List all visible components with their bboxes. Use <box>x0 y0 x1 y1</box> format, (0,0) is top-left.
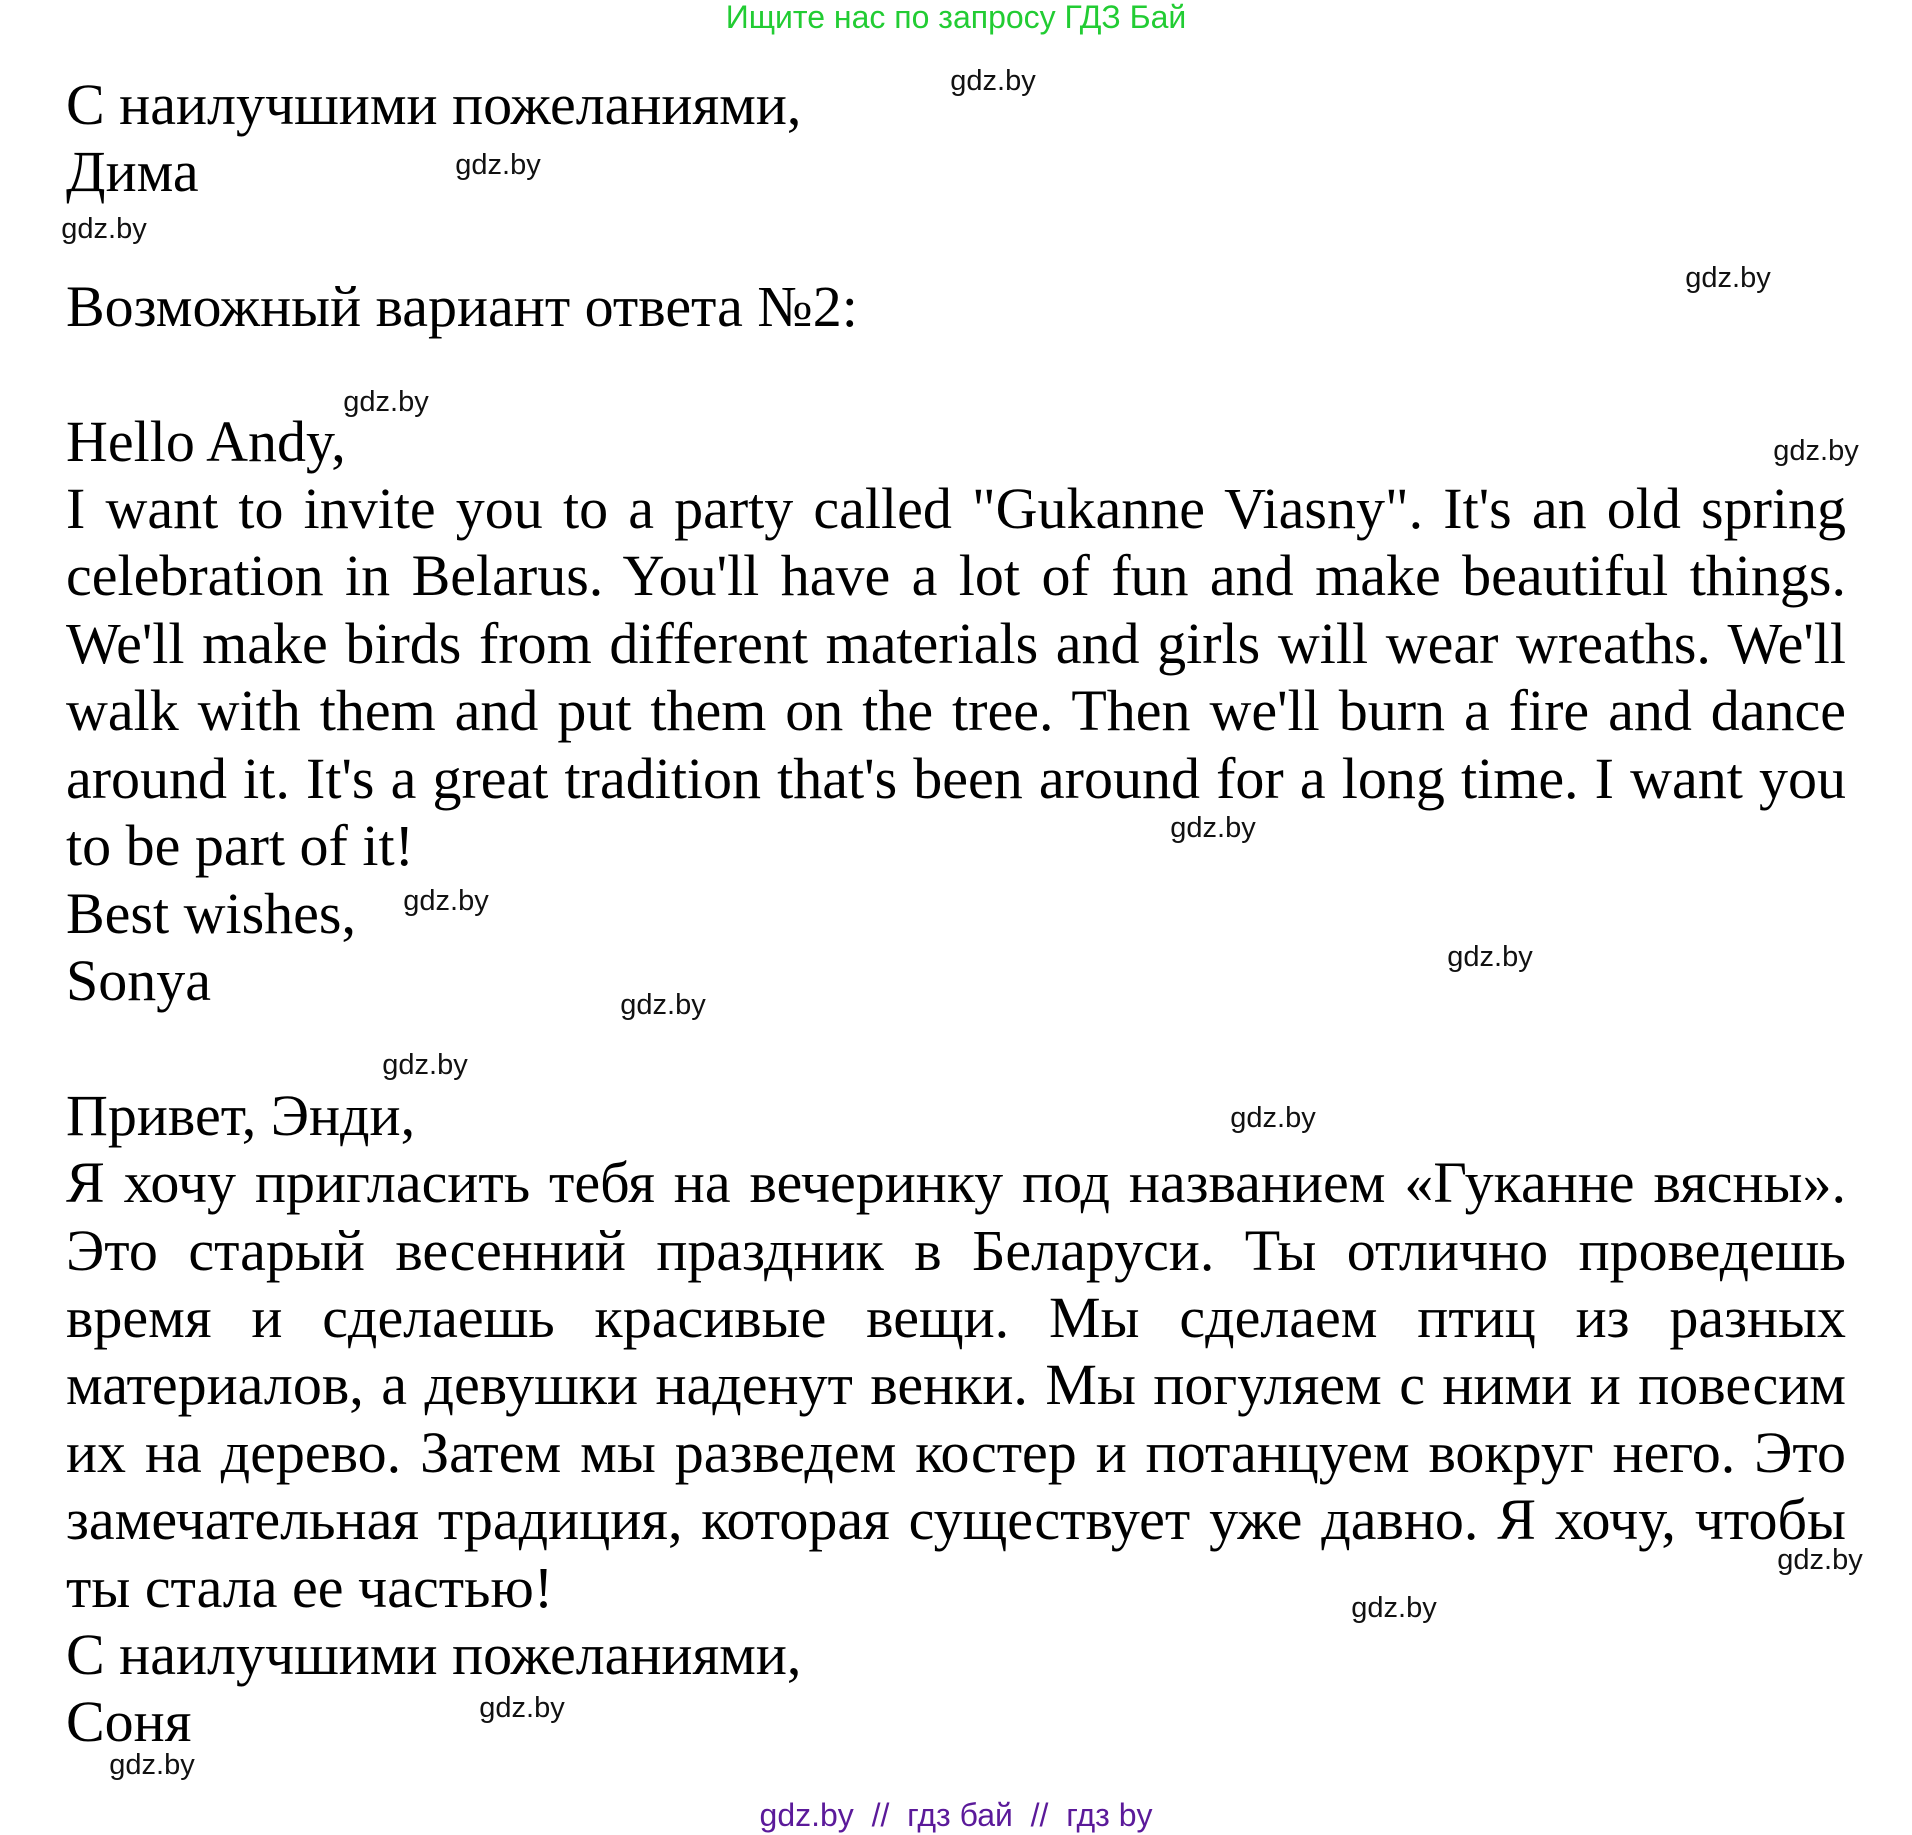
russian-signature: Соня <box>66 1689 192 1754</box>
english-greeting: Hello Andy, <box>66 409 346 474</box>
english-body-line: I want to invite you to a party called "Gukanne Viasny". It's an old spring <box>66 476 1846 541</box>
russian-body-line: время и сделаешь красивые вещи. Мы сделаем птиц из разных <box>66 1285 1846 1350</box>
watermark: gdz.by <box>382 1049 468 1081</box>
english-body-line: to be part of it! <box>66 813 414 878</box>
russian-greeting: Привет, Энди, <box>66 1083 416 1148</box>
watermark: gdz.by <box>620 989 706 1021</box>
russian-body-line: Я хочу пригласить тебя на вечеринку под названием «Гуканне вясны». <box>66 1150 1846 1215</box>
russian-closing: С наилучшими пожеланиями, <box>66 1622 802 1687</box>
russian-body-line: их на дерево. Затем мы разведем костер и потанцуем вокруг него. Это <box>66 1420 1846 1485</box>
previous-signature: Дима <box>66 139 199 204</box>
search-hint-banner: Ищите нас по запросу ГДЗ Бай <box>725 0 1187 35</box>
watermark: gdz.by <box>1230 1102 1316 1134</box>
watermark: gdz.by <box>403 885 489 917</box>
watermark: gdz.by <box>1773 435 1859 467</box>
variant-heading: Возможный вариант ответа №2: <box>66 274 858 339</box>
english-body-line: celebration in Belarus. You'll have a lot of fun and make beautiful things. <box>66 543 1846 608</box>
footer-banner: gdz.by // гдз бай // гдз by <box>759 1797 1153 1833</box>
watermark: gdz.by <box>109 1749 195 1781</box>
russian-body-line: ты стала ее частью! <box>66 1555 554 1620</box>
watermark: gdz.by <box>343 386 429 418</box>
watermark: gdz.by <box>455 149 541 181</box>
english-body-line: walk with them and put them on the tree. Then we'll burn a fire and dance <box>66 678 1846 743</box>
english-body-line: around it. It's a great tradition that's been around for a long time. I want you <box>66 746 1846 811</box>
previous-closing: С наилучшими пожеланиями, <box>66 72 802 137</box>
watermark: gdz.by <box>1447 941 1533 973</box>
english-signature: Sonya <box>66 948 211 1013</box>
watermark: gdz.by <box>1777 1544 1863 1576</box>
russian-body-line: материалов, а девушки наденут венки. Мы погуляем с ними и повесим <box>66 1352 1846 1417</box>
watermark: gdz.by <box>950 65 1036 97</box>
watermark: gdz.by <box>479 1692 565 1724</box>
watermark: gdz.by <box>1170 812 1256 844</box>
russian-body-line: Это старый весенний праздник в Беларуси. Ты отлично проведешь <box>66 1218 1846 1283</box>
watermark: gdz.by <box>1351 1592 1437 1624</box>
english-closing: Best wishes, <box>66 881 356 946</box>
english-body-line: We'll make birds from different materials and girls will wear wreaths. We'll <box>66 611 1846 676</box>
watermark: gdz.by <box>1685 262 1771 294</box>
watermark: gdz.by <box>61 213 147 245</box>
russian-body-line: замечательная традиция, которая существует уже давно. Я хочу, чтобы <box>66 1487 1846 1552</box>
